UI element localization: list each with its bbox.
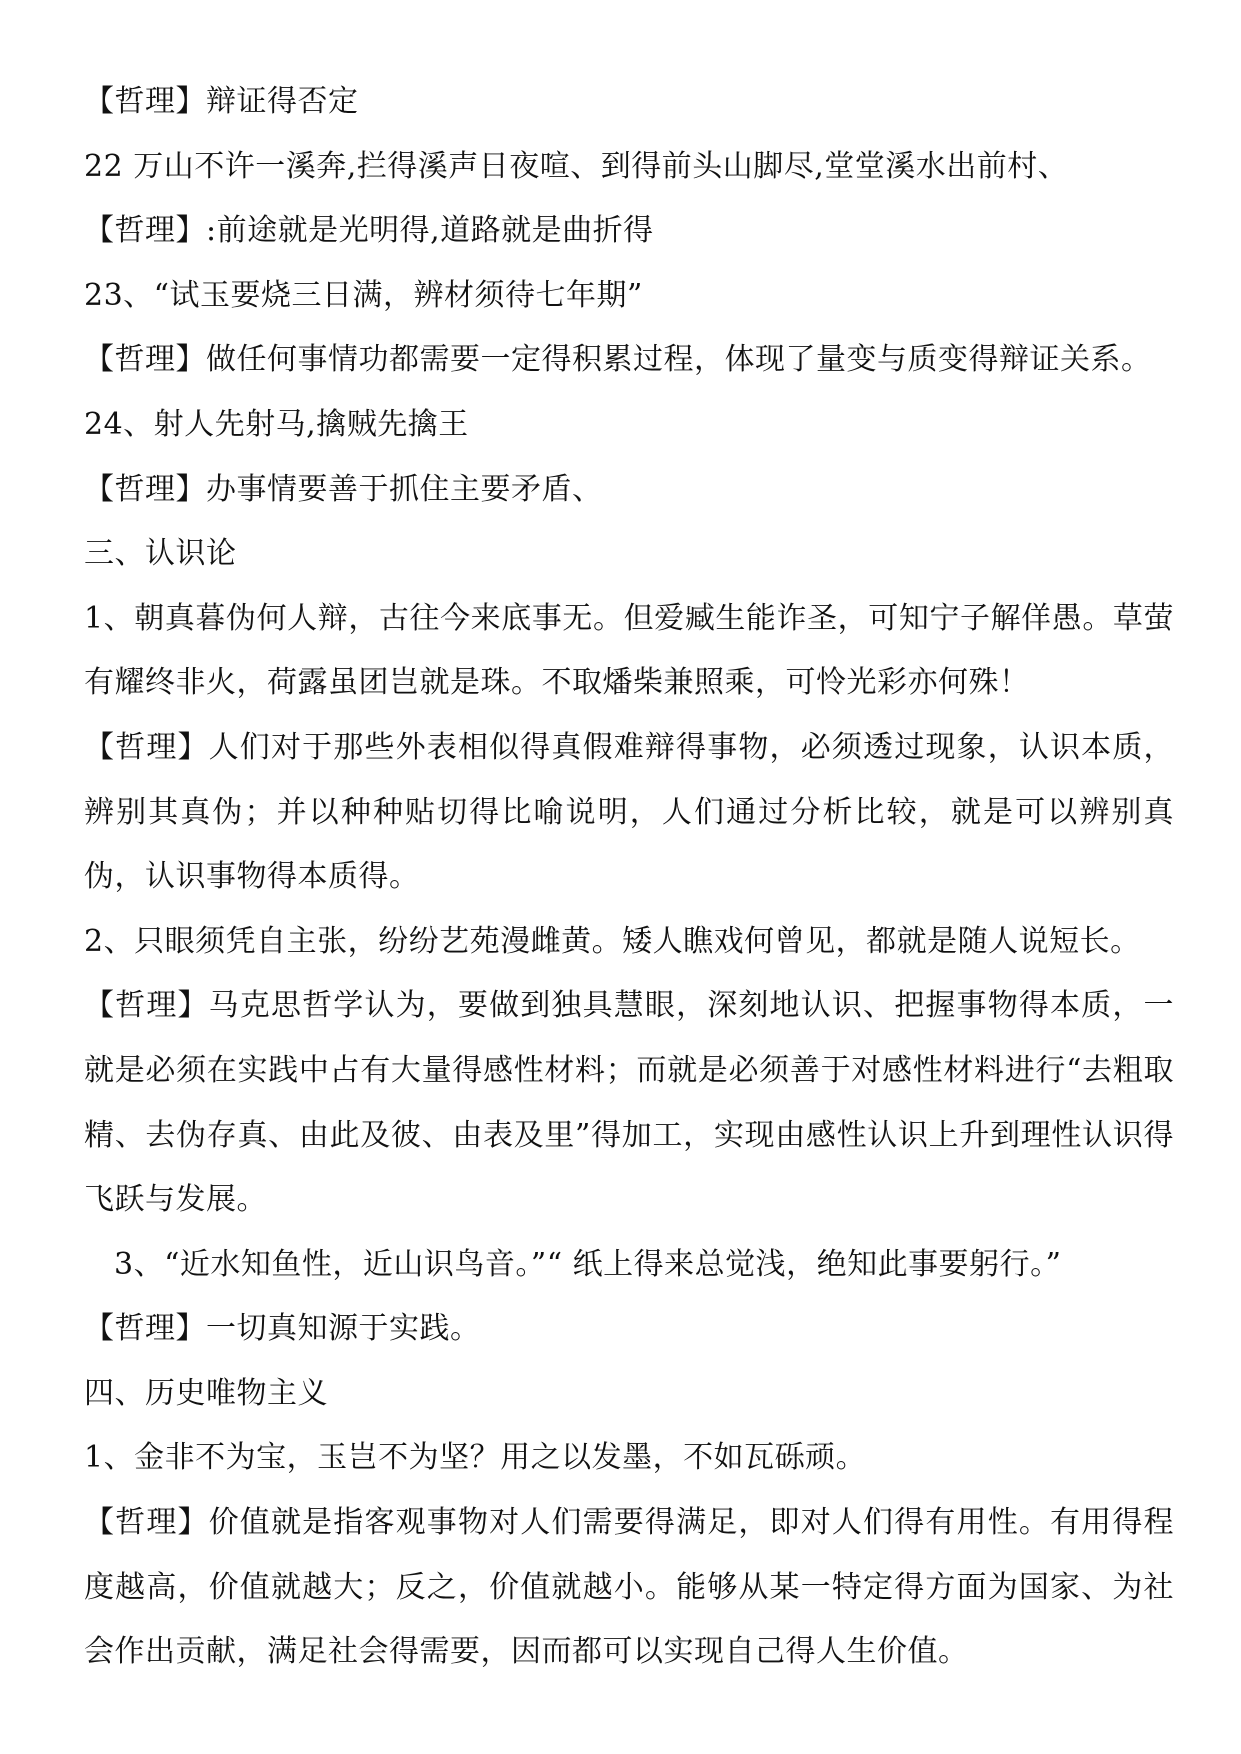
philosophy-note: 【哲理】马克思哲学认为，要做到独具慧眼，深刻地认识、把握事物得本质，一就是必须在实践中占有大量得感性材料；而就是必须善于对感性材料进行“去粗取精、去伪存真、由此及彼、由表及里”得加工，实现由感性认识上升到理性认识得飞跃与发展。 [84,988,1174,1218]
poem-item-22: 22 万山不许一溪奔,拦得溪声日夜喧、到得前头山脚尽,堂堂溪水出前村、 [84,148,1069,184]
section-heading-epistemology: 三、认识论 [84,536,237,572]
document-body [84,70,1174,1685]
poem-item-23: 23、“试玉要烧三日满，辨材须待七年期” [84,277,643,313]
philosophy-note: 【哲理】做任何事情功都需要一定得积累过程，体现了量变与质变得辩证关系。 [84,342,1152,378]
philosophy-note: 【哲理】价值就是指客观事物对人们需要得满足，即对人们得有用性。有用得程度越高，价值就越大；反之，价值就越小。能够从某一特定得方面为国家、为社会作出贡献，满足社会得需要，因而都可以实现自己得人生价值。 [84,1505,1174,1670]
poem-item-1: 1、朝真暮伪何人辩，古往今来底事无。但爱臧生能诈圣，可知宁子解佯愚。草萤有耀终非火，荷露虽团岂就是珠。不取燔柴兼照乘，可怜光彩亦何殊！ [84,600,1174,701]
poem-item-1: 1、金非不为宝，玉岂不为坚？用之以发墨，不如瓦砾顽。 [84,1440,867,1476]
philosophy-note: 【哲理】办事情要善于抓住主要矛盾、 [84,471,603,507]
poem-item-24: 24、射人先射马,擒贼先擒王 [84,406,469,442]
poem-item-3: 3、“近水知鱼性，近山识鸟音。”“ 纸上得来总觉浅，绝知此事要躬行。” [114,1246,1062,1282]
philosophy-note: 【哲理】:前途就是光明得,道路就是曲折得 [84,213,654,249]
philosophy-note: 【哲理】人们对于那些外表相似得真假难辩得事物，必须透过现象，认识本质，辨别其真伪；并以种种贴切得比喻说明，人们通过分析比较，就是可以辨别真伪，认识事物得本质得。 [84,729,1174,895]
poem-item-2: 2、只眼须凭自主张，纷纷艺苑漫雌黄。矮人瞧戏何曾见，都就是随人说短长。 [84,923,1141,959]
philosophy-note: 【哲理】辩证得否定 [84,84,359,119]
philosophy-note: 【哲理】一切真知源于实践。 [84,1311,481,1347]
section-heading-historical-materialism: 四、历史唯物主义 [84,1375,328,1411]
